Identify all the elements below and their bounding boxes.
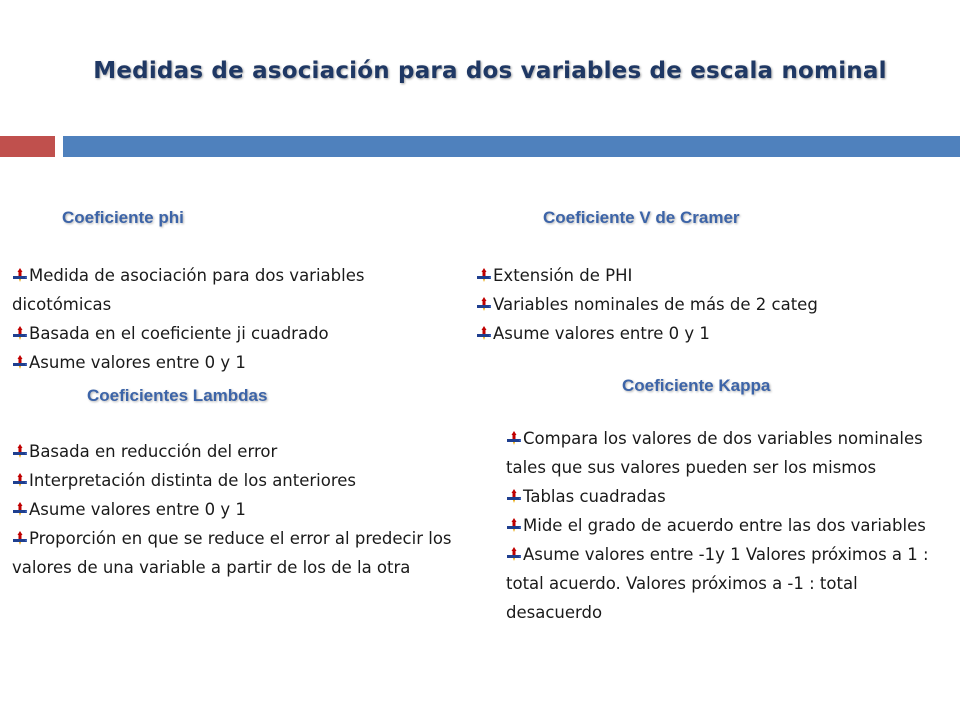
list-item: [12, 495, 467, 524]
arrow-bullet-icon: [506, 513, 522, 529]
heading-coeficiente-kappa: Coeficiente Kappa: [622, 376, 771, 395]
list-item-text: Medida de asociación para dos variables dicotómicas: [12, 266, 365, 314]
list-item-text: Extensión de PHI: [493, 266, 633, 285]
list-item: [12, 437, 467, 466]
list-item: [506, 511, 954, 540]
list-coeficientes-lambdas: [12, 437, 467, 582]
arrow-bullet-icon: [12, 439, 28, 455]
list-item-text: Compara los valores de dos variables nominales tales que sus valores pueden ser los mismos: [506, 429, 923, 477]
arrow-bullet-icon: [506, 426, 522, 442]
list-item-text: Mide el grado de acuerdo entre las dos variables: [523, 516, 926, 535]
list-item: [506, 540, 954, 627]
list-item: [506, 424, 954, 482]
arrow-bullet-icon: [506, 542, 522, 558]
list-item-text: Asume valores entre 0 y 1: [493, 324, 710, 343]
list-item: [12, 348, 452, 377]
list-item-text: Asume valores entre 0 y 1: [29, 353, 246, 372]
list-coeficiente-kappa: [506, 424, 954, 627]
arrow-bullet-icon: [476, 263, 492, 279]
list-item-text: Basada en reducción del error: [29, 442, 278, 461]
arrow-bullet-icon: [12, 263, 28, 279]
list-item: [12, 319, 452, 348]
arrow-bullet-icon: [12, 497, 28, 513]
list-item: [12, 524, 467, 582]
list-item: [476, 319, 946, 348]
arrow-bullet-icon: [12, 468, 28, 484]
arrow-bullet-icon: [506, 484, 522, 500]
list-coeficiente-phi: [12, 261, 452, 377]
arrow-bullet-icon: [12, 526, 28, 542]
list-item-text: Basada en el coeficiente ji cuadrado: [29, 324, 329, 343]
heading-coeficientes-lambdas: Coeficientes Lambdas: [87, 386, 268, 405]
slide-title: Medidas de asociación para dos variables de escala nominal: [93, 58, 887, 84]
list-item-text: Variables nominales de más de 2 categ: [493, 295, 818, 314]
arrow-bullet-icon: [476, 321, 492, 337]
list-item-text: Interpretación distinta de los anteriores: [29, 471, 357, 490]
list-item: [12, 466, 467, 495]
list-coeficiente-v-cramer: [476, 261, 946, 348]
arrow-bullet-icon: [12, 350, 28, 366]
list-item: [476, 290, 946, 319]
accent-bar-red: [0, 136, 55, 157]
list-item: [12, 261, 452, 319]
heading-coeficiente-v-cramer: Coeficiente V de Cramer: [543, 208, 740, 227]
list-item-text: Asume valores entre -1y 1 Valores próximos a 1 : total acuerdo. Valores próximos a -1 : total desacuerdo: [506, 545, 929, 622]
list-item: [476, 261, 946, 290]
list-item: [506, 482, 954, 511]
accent-bar-blue: [63, 136, 960, 157]
arrow-bullet-icon: [12, 321, 28, 337]
arrow-bullet-icon: [476, 292, 492, 308]
list-item-text: Proporción en que se reduce el error al predecir los valores de una variable a partir de los de la otra: [12, 529, 452, 577]
list-item-text: Tablas cuadradas: [523, 487, 666, 506]
heading-coeficiente-phi: Coeficiente phi: [62, 208, 184, 227]
list-item-text: Asume valores entre 0 y 1: [29, 500, 246, 519]
